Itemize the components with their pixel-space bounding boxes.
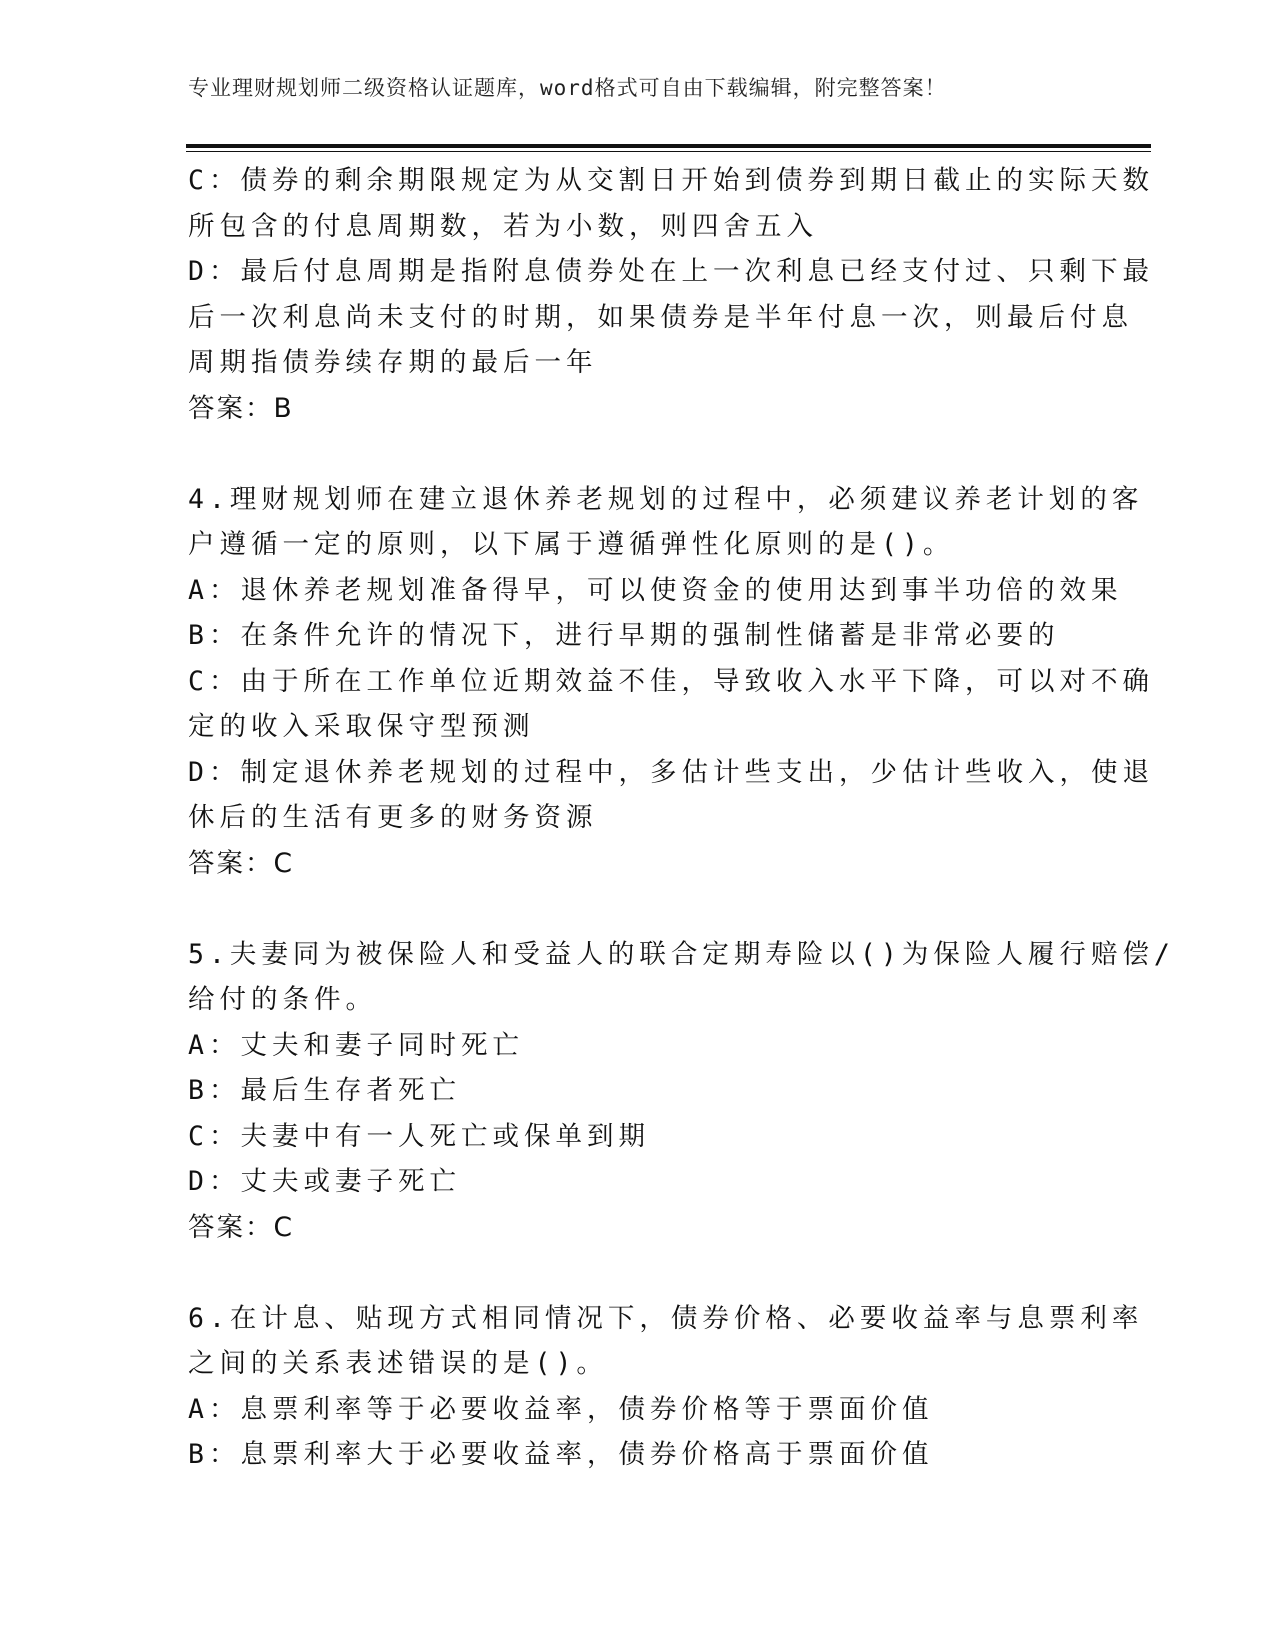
question-stem: 5.夫妻同为被保险人和受益人的联合定期寿险以()为保险人履行赔偿/ (188, 938, 1175, 970)
answer-line: 答案：C (188, 1211, 295, 1243)
option-line: A：退休养老规划准备得早，可以使资金的使用达到事半功倍的效果 (188, 574, 1123, 606)
question-stem: 户遵循一定的原则，以下属于遵循弹性化原则的是()。 (188, 529, 955, 560)
answer-line: 答案：C (188, 847, 295, 879)
option-line: 所包含的付息周期数，若为小数，则四舍五入 (188, 210, 818, 242)
option-line: C：夫妻中有一人死亡或保单到期 (188, 1120, 650, 1152)
option-line: D：最后付息周期是指附息债券处在上一次利息已经支付过、只剩下最 (188, 256, 1154, 287)
option-line: C：由于所在工作单位近期效益不佳，导致收入水平下降，可以对不确 (188, 665, 1154, 697)
option-line: A：息票利率等于必要收益率，债券价格等于票面价值 (188, 1393, 934, 1425)
page-header: 专业理财规划师二级资格认证题库，word格式可自由下载编辑，附完整答案！ (188, 76, 947, 100)
option-line: B：在条件允许的情况下，进行早期的强制性储蓄是非常必要的 (188, 620, 1060, 651)
question-content (188, 158, 1175, 1478)
question-stem: 给付的条件。 (188, 984, 377, 1015)
option-line: D：制定退休养老规划的过程中，多估计些支出，少估计些收入，使退 (188, 756, 1154, 788)
option-line: 定的收入采取保守型预测 (188, 711, 535, 742)
option-line: A：丈夫和妻子同时死亡 (188, 1029, 524, 1061)
question-spacer (188, 886, 1118, 932)
question-stem: 之间的关系表述错误的是()。 (188, 1348, 608, 1379)
answer-line: 答案：B (188, 392, 294, 424)
header-rule-thin (186, 151, 1151, 152)
question-stem: 4.理财规划师在建立退休养老规划的过程中，必须建议养老计划的客 (188, 483, 1144, 515)
option-line: B：息票利率大于必要收益率，债券价格高于票面价值 (188, 1439, 934, 1470)
question-spacer (188, 1250, 1118, 1296)
option-line: B：最后生存者死亡 (188, 1075, 461, 1106)
question-stem: 6.在计息、贴现方式相同情况下，债券价格、必要收益率与息票利率 (188, 1302, 1144, 1334)
option-line: D：丈夫或妻子死亡 (188, 1166, 461, 1197)
option-line: 后一次利息尚未支付的时期，如果债券是半年付息一次，则最后付息 (188, 301, 1133, 333)
option-line: C：债券的剩余期限规定为从交割日开始到债券到期日截止的实际天数 (188, 165, 1154, 196)
option-line: 周期指债券续存期的最后一年 (188, 347, 598, 378)
option-line: 休后的生活有更多的财务资源 (188, 802, 598, 833)
header-rule-thick (186, 144, 1151, 148)
question-spacer (188, 431, 1118, 477)
